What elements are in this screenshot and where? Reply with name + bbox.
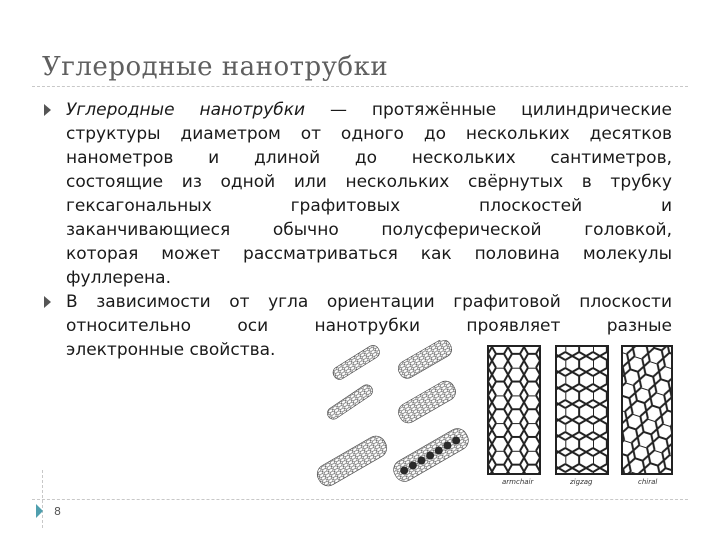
small-tube-2 [395, 340, 454, 381]
text-line: которая может рассматриваться как половина молекулы [66, 244, 672, 264]
footer-vertical-divider [42, 470, 43, 528]
armchair-label: armchair [502, 478, 534, 486]
small-tube-3 [325, 382, 375, 421]
armchair-strip [488, 346, 540, 474]
zigzag-label: zigzag [570, 478, 593, 486]
small-tube-5 [316, 432, 390, 489]
text-line: заканчивающиеся обычно полусферической головкой, [66, 220, 672, 240]
text-line: состоящие из одной или нескольких свёрнутых в трубку [66, 172, 672, 192]
text-line: фуллерена. [66, 268, 171, 288]
bullet-arrow-icon [44, 104, 51, 116]
bullet-text-1 [66, 98, 672, 290]
chiral-strip [622, 346, 672, 474]
footer-divider [32, 499, 688, 500]
text-line: нанометров и длиной до нескольких сантиметров, [66, 148, 672, 168]
small-tube-1 [331, 343, 382, 382]
small-tube-6 [390, 425, 472, 485]
bullet-arrow-icon [44, 296, 51, 308]
chiral-label: chiral [638, 478, 658, 486]
text-line: относительно оси нанотрубки проявляет разные [66, 316, 672, 336]
text-line: электронные свойства. [66, 340, 276, 360]
text-line: гексагональных графитовых плоскостей и [66, 196, 672, 216]
small-tube-4 [395, 378, 459, 426]
text-fragment: — протяжённые цилиндрические [305, 100, 672, 120]
corner-triangle-icon [36, 504, 43, 518]
zigzag-strip [556, 346, 608, 474]
bullet-item-1 [40, 98, 672, 290]
bullet-list [40, 98, 672, 362]
text-line [66, 98, 672, 122]
bullet-lead-term: Углеродные нанотрубки [66, 100, 306, 120]
title-divider [32, 86, 688, 87]
text-line: В зависимости от угла ориентации графитовой плоскости [66, 292, 672, 312]
slide-title: Углеродные нанотрубки [42, 52, 389, 82]
page-number: 8 [54, 505, 61, 518]
nanotube-figure [316, 340, 676, 498]
text-line: структуры диаметром от одного до нескольких десятков [66, 124, 672, 144]
